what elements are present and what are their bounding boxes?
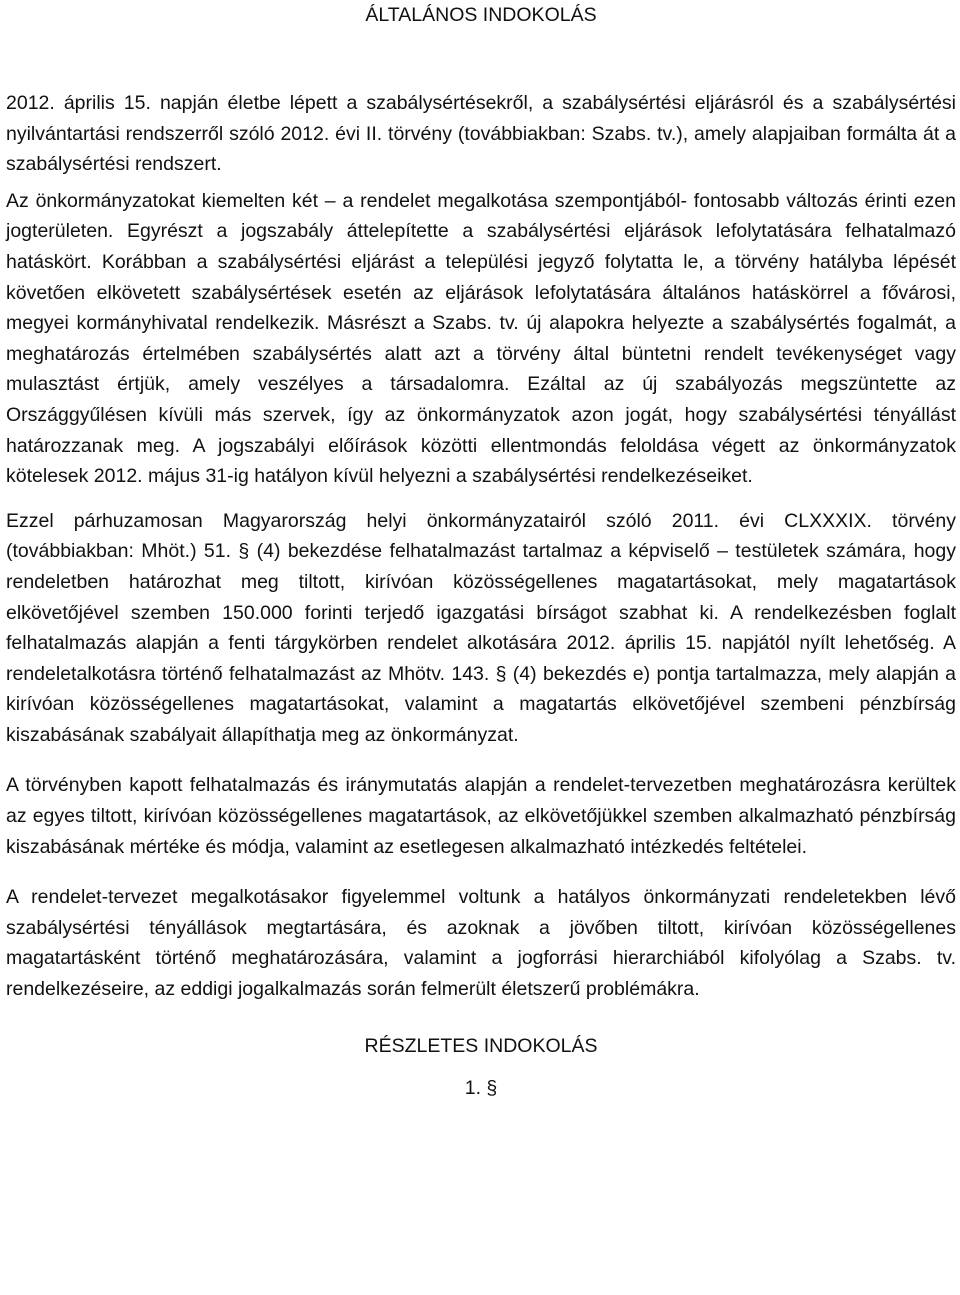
paragraph-5: A rendelet-tervezet megalkotásakor figyelemmel voltunk a hatályos önkormányzati rendeletekben lévő szabálysértési tényállások megtartására, és azoknak a jövőben tiltott, kirívóan közösségellenes magatartásként történő meghatározására, valamint a jogforrási hierarchiából kifolyólag a Szabs. tv. rendelkezéseire, az eddigi jogalkalmazás során felmerült életszerű problémákra. — [6, 886, 956, 1001]
paragraph-1: 2012. április 15. napján életbe lépett a szabálysértésekről, a szabálysértési eljárásról és a szabálysértési nyilvántartási rendszerről szóló 2012. évi II. törvény (továbbiakban: Szabs. tv.), amely alapjaiban formálta át a szabálysértési rendszert. — [6, 92, 956, 176]
paragraph-2: Az önkormányzatokat kiemelten két – a rendelet megalkotása szempontjából- fontosabb változás érinti ezen jogterületen. Egyrészt a jogszabály áttelepítette a szabálysértési eljárások lefolytatására felhatalmazó hatáskört. Korábban a szabálysértési eljárást a települési jegyző folytatta le, a törvény hatályba lépését követően elkövetett szabálysértések esetén az eljárások lefolytatására általános hatáskörrel a fővárosi, megyei kormányhivatal rendelkezik. Másrészt a Szabs. tv. új alapokra helyezte a szabálysértés fogalmát, a meghatározás értelmében szabálysértés alatt azt a törvény által büntetni rendelt tevékenységet vagy mulasztást értjük, amely veszélyes a társadalomra. Ezáltal az új szabályozás megszüntette az Országgyűlésen kívüli más szervek, így az önkormányzatok azon jogát, hogy szabálysértési tényállást határozzanak meg. A jogszabályi előírások közötti ellentmondás feloldása végett az önkormányzatok kötelesek 2012. május 31-ig hatályon kívül helyezni a szabálysértési rendelkezéseiket. — [6, 189, 956, 488]
document-title: ÁLTALÁNOS INDOKOLÁS — [365, 4, 597, 26]
paragraph-3: Ezzel párhuzamosan Magyarország helyi önkormányzatairól szóló 2011. évi CLXXXIX. törvény (továbbiakban: Mhöt.) 51. § (4) bekezdése felhatalmazást tartalmaz a képviselő – testületek számára, hogy rendeletben határozhat meg tiltott, kirívóan közösségellenes magatartásokat, mely magatartások elkövetőjével szemben 150.000 forinti terjedő igazgatási bírságot szabhat ki. A rendelkezésben foglalt felhatalmazás alapján a fenti tárgykörben rendelet alkotására 2012. április 15. napjától nyílt lehetőség. A rendeletalkotásra történő felhatalmazást az Mhötv. 143. § (4) bekezdés e) pontja tartalmazza, mely alapján a kirívóan közösségellenes magatartásokat, valamint a magatartás elkövetőjével szembeni pénzbírság kiszabásának szabályait állapíthatja meg az önkormányzat. — [6, 509, 956, 746]
document-page — [6, 0, 956, 1103]
section-number: 1. § — [464, 1076, 498, 1099]
section-title: RÉSZLETES INDOKOLÁS — [364, 1034, 598, 1057]
paragraph-4: A törvényben kapott felhatalmazás és iránymutatás alapján a rendelet-tervezetben meghatározásra kerültek az egyes tiltott, kirívóan közösségellenes magatartások, az elkövetőjükkel szemben alkalmazható pénzbírság kiszabásának mértéke és módja, valamint az esetlegesen alkalmazható intézkedés feltételei. — [6, 774, 956, 858]
